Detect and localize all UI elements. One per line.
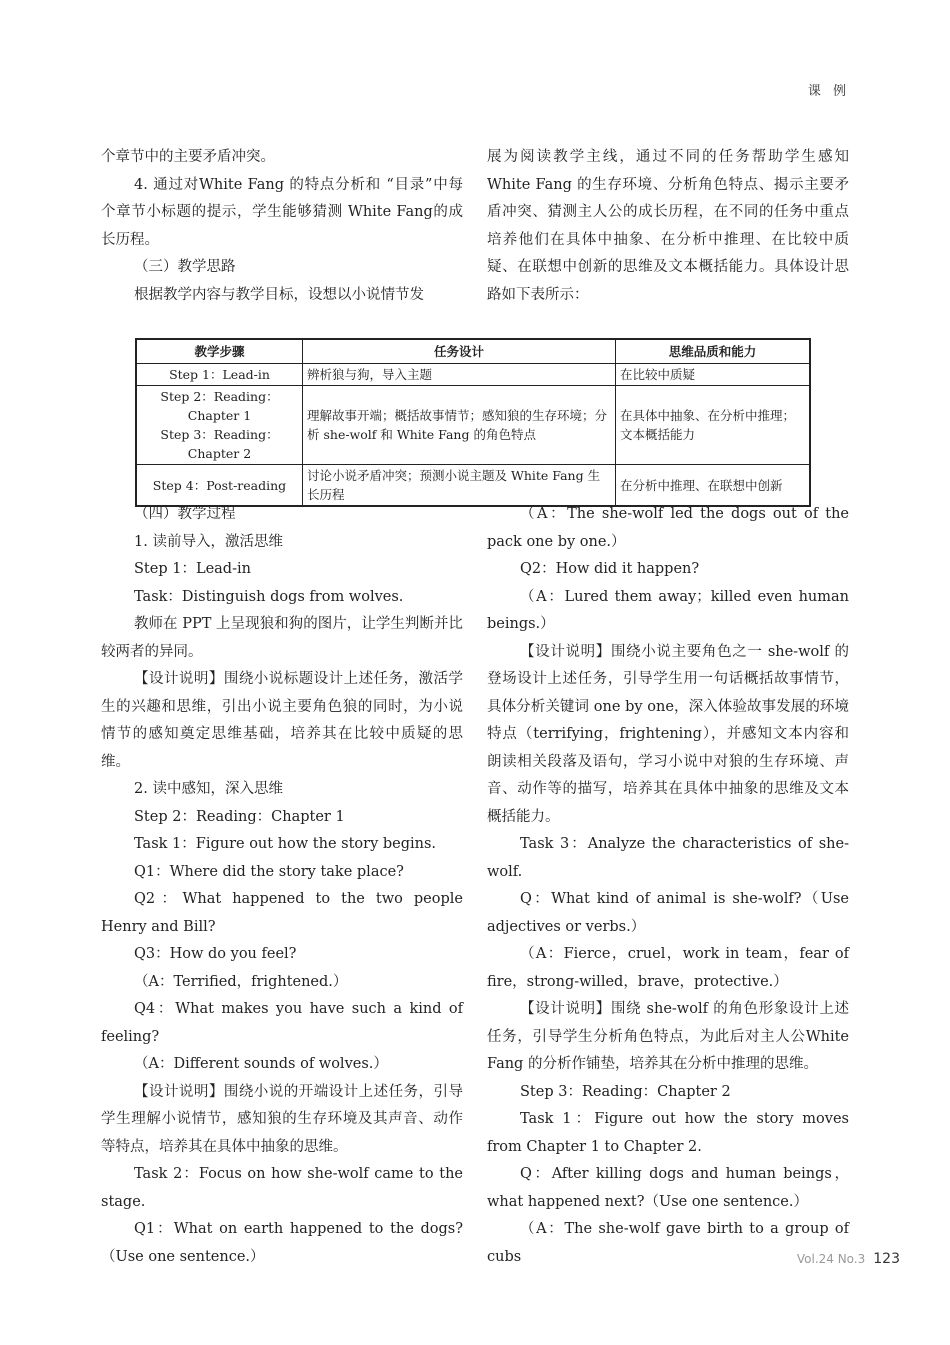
table-header-cell: 教学步骤 [136,339,303,364]
paragraph: Task 1：Figure out how the story begins. [134,836,437,852]
ability-cell: 在具体中抽象、在分析中推理；文本概括能力 [616,386,811,465]
step-line: Step 3：Reading：Chapter 2 [160,427,279,461]
table-header-row [136,339,810,364]
paragraph: Q：What kind of animal is she-wolf?（Use adjectives or verbs.） [487,891,849,935]
table-header-cell: 任务设计 [303,339,616,364]
paragraph: Step 3：Reading：Chapter 2 [520,1083,731,1100]
volume-label: Vol.24 No.3 [796,1252,866,1266]
paragraph: Task 3：Analyze the characteristics of she-wolf. [487,836,849,880]
paragraph: 2. 读中感知，深入思维 [134,781,283,797]
paragraph: Q2：What happened to the two people Henry and Bill? [101,891,463,935]
paragraph: （A：Lured them away；killed even human beings.） [487,588,849,632]
paragraph: 【设计说明】围绕小说的开端设计上述任务，引导学生理解小说情节，感知狼的生存环境及其声音、动作等特点，培养其在具体中抽象的思维。 [101,1083,463,1155]
paragraph: 【设计说明】围绕 she-wolf 的角色形象设计上述任务，引导学生分析角色特点，为此后对主人公White Fang 的分析作铺垫，培养其在分析中推理的思维。 [487,1001,849,1072]
paragraph: 个章节中的主要矛盾冲突。 [101,149,275,165]
paragraph: Q1：What on earth happened to the dogs?（Use one sentence.） [101,1221,463,1265]
paragraph: Task 1：Figure out how the story moves from Chapter 1 to Chapter 2. [487,1111,849,1155]
paragraph: Q2：How did it happen? [520,561,700,577]
paragraph: Task：Distinguish dogs from wolves. [134,588,404,605]
paragraph: 教师在 PPT 上呈现狼和狗的图片，让学生判断并比较两者的异同。 [101,616,463,660]
page-number: 123 [873,1251,900,1267]
page-footer [797,1251,900,1267]
top-right-column [487,144,849,309]
paragraph: （A：The she-wolf gave birth to a group of cubs [487,1221,849,1265]
paragraph: （A：Fierce，cruel，work in team，fear of fire，strong-willed，brave，protective.） [487,946,849,990]
ability-cell: 在分析中推理、在联想中创新 [616,465,811,507]
paragraph: （A：Different sounds of wolves.） [134,1056,388,1072]
paragraph: Q1：Where did the story take place? [134,863,404,880]
paragraph: 4. 通过对White Fang 的特点分析和 “目录”中每个章节小标题的提示，学生能够猜测 White Fang的成长历程。 [101,176,463,248]
table-header-cell: 思维品质和能力 [616,339,811,364]
paragraph: 展为阅读教学主线，通过不同的任务帮助学生感知White Fang 的生存环境、分析角色特点、揭示主要矛盾冲突、猜测主人公的成长历程，在不同的任务中重点培养他们在具体中抽象、在分析中推理、在比较中质疑、在联想中创新的思维及文本概括能力。具体设计思路如下表所示： [487,149,849,303]
paragraph: Q3：How do you feel? [134,946,297,962]
paragraph: （A：Terrified，frightened.） [134,973,348,990]
paragraph: （四）教学过程 [134,506,236,522]
paragraph: 【设计说明】围绕小说标题设计上述任务，激活学生的兴趣和思维，引出小说主要角色狼的同时，为小说情节的感知奠定思维基础，培养其在比较中质疑的思维。 [101,671,463,770]
table-row [136,386,810,465]
paragraph: 根据教学内容与教学目标，设想以小说情节发 [134,286,424,303]
top-left-column [101,144,463,309]
task-cell: 讨论小说矛盾冲突；预测小说主题及 White Fang 生长历程 [303,465,616,507]
bottom-left-column [101,501,463,1271]
section-tag: 课 例 [807,84,850,99]
table-row [136,364,810,386]
task-cell: 理解故事开端；概括故事情节；感知狼的生存环境；分析 she-wolf 和 White Fang 的角色特点 [303,386,616,465]
step-cell [136,386,303,465]
paragraph: Q：After killing dogs and human beings，what happened next?（Use one sentence.） [487,1166,849,1210]
paragraph: Step 2：Reading：Chapter 1 [134,808,345,825]
task-cell: 辨析狼与狗，导入主题 [303,364,616,386]
ability-cell: 在比较中质疑 [616,364,811,386]
paragraph: （三）教学思路 [134,259,236,275]
step-cell: Step 4：Post-reading [136,465,303,507]
paragraph: Q4：What makes you have such a kind of feeling? [101,1001,463,1045]
step-cell: Step 1：Lead-in [136,364,303,386]
step-line: Step 2：Reading：Chapter 1 [160,389,279,423]
bottom-right-column [487,501,849,1271]
paragraph: （A：The she-wolf led the dogs out of the pack one by one.） [487,506,849,550]
paragraph: Step 1：Lead-in [134,561,251,577]
paragraph: 1. 读前导入，激活思维 [134,533,283,550]
teaching-steps-table [135,338,811,507]
paragraph: 【设计说明】围绕小说主要角色之一 she-wolf 的登场设计上述任务，引导学生用一句话概括故事情节，具体分析关键词 one by one，深入体验故事发展的环境特点（terrifying，frightening），并感知文本内容和朗读相关段落及语句，学习小说中对狼的生存环境、声音、动作等的描写，培养其在具体中抽象的思维及文本概括能力。 [487,643,849,825]
paragraph: Task 2：Focus on how she-wolf came to the stage. [101,1166,463,1210]
table-row [136,465,810,507]
